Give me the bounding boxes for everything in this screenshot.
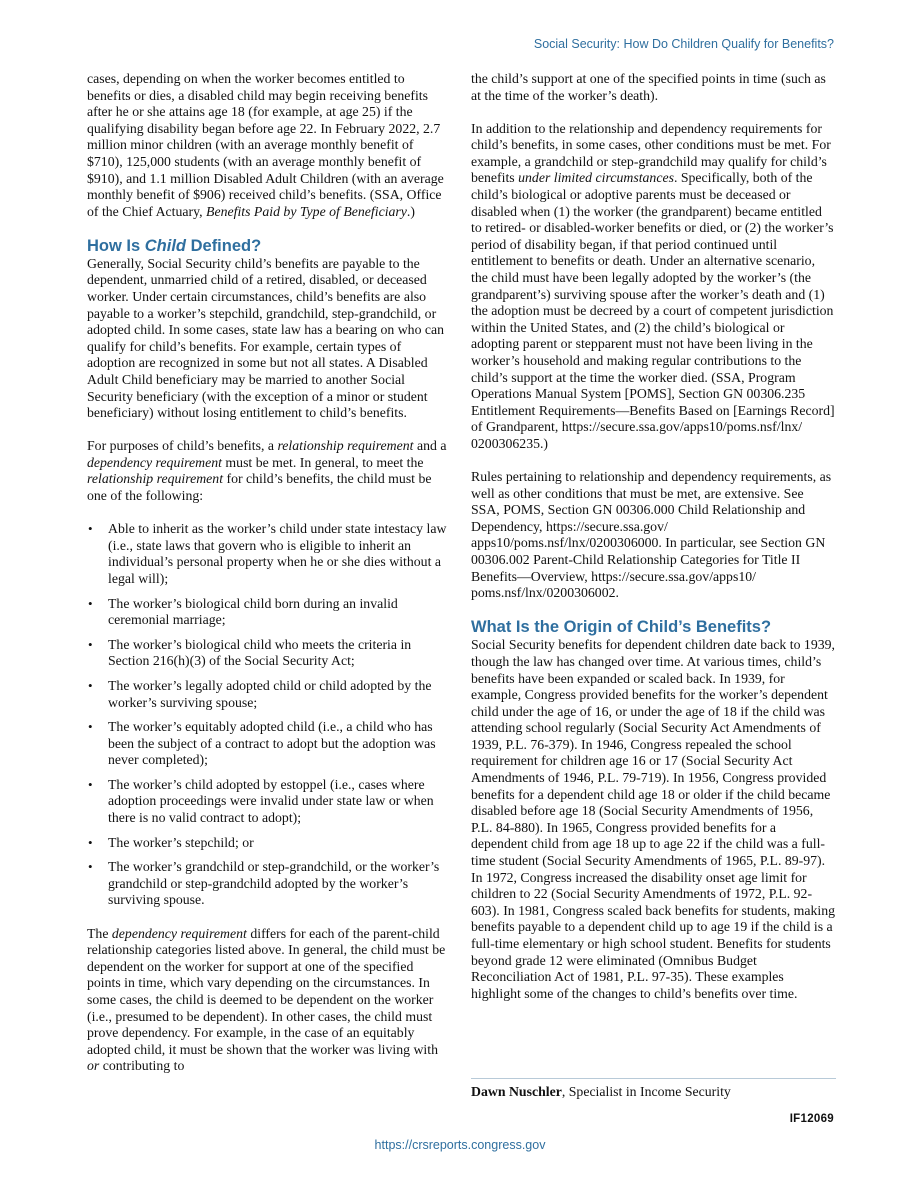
child-definition-paragraph: Generally, Social Security child’s benefits are payable to the dependent, unmarried child of a retired, disabled, or deceased worker. Under certain circumstances, child’s benefits are also payable to a worker’s stepchild, grandchild, step-grandchild, or adopted child. In some cases, state law has a bearing on who can qualify for child’s benefits. For example, certain types of adoption are recognized in some but not all states. A Disabled Adult Child beneficiary may be married to another Social Security beneficiary (with the exception of a minor or student beneficiary) without losing entitlement to child’s benefits. (87, 255, 445, 421)
origin-paragraph: Social Security benefits for dependent children date back to 1939, though the law has changed over time. At various times, child’s benefits have been expanded or scaled back. In 1939, for example, Congress provided benefits for the worker’s dependent child under the age of 16, or under the age of 18 if the child was attending school regularly (Social Security Act Amendments of 1939, P.L. 76-379). In 1946, Congress repealed the school requirement for children age 16 or 17 (Social Security Act Amendments of 1946, P.L. 79-719). In 1956, Congress provided benefits for a dependent child age 18 or older if the child became disabled before age 18 (Social Security Amendments of 1956, P.L. 84-880). In 1965, Congress provided benefits for a dependent child from age 18 up to age 22 if the child was a full-time student (Social Security Amendments of 1965, P.L. 89-97). In 1972, Congress increased the disability onset age limit for children to 22 (Social Security Amendments of 1972, P.L. 92-603). In 1981, Congress scaled back benefits for students, making benefits payable to a dependent child up to age 19 if the child is a full-time elementary or high school student. Benefits for students beyond grade 12 were eliminated (Omnibus Budget Reconciliation Act of 1981, P.L. 97-35). These examples highlight some of the changes to child’s benefits over time. (471, 637, 836, 1001)
author-title: , Specialist in Income Security (561, 1084, 731, 1099)
left-column (87, 71, 450, 1075)
bullet-icon: • (88, 636, 93, 652)
list-item: • The worker’s stepchild; or (88, 834, 254, 850)
list-item: • The worker’s biological child who meets the criteria in Section 216(h)(3) of the Social Security Act; (88, 636, 412, 669)
right-column (471, 71, 835, 1002)
grandchild-conditions-paragraph: In addition to the relationship and dependency requirements for child’s benefits, in some cases, other conditions must be met. For example, a grandchild or step-grandchild may qualify for child’s benefits under limited circumstances. Specifically, both of the child’s biological or adoptive parents must be deceased or disabled when (1) the worker (the grandparent) became entitled to retired- or disabled-worker benefits or died, or (2) the worker’s period of disability began, if that period continued until entitlement to benefits or death. Under an alternative scenario, the child must have been legally adopted by the worker’s (the grandparent’s) surviving spouse after the worker’s death and (1) the adoption must be decreed by a court of competent jurisdiction within the United States, and (2) the child’s biological or adopting parent or stepparent must not have been living in the worker’s household and making regular contributions to the child’s support at the time the worker died. (SSA, Program Operations Manual System [POMS], Section GN 00306.235 Entitlement Requirements—Benefits Based on [Earnings Record] of Grandparent, https://secure.ssa.gov/apps10/poms.nsf/lnx/ 0200306235.) (471, 120, 835, 451)
section-heading-child-defined: How Is Child Defined? (87, 236, 262, 255)
author-divider (471, 1078, 836, 1079)
author-name: Dawn Nuschler (471, 1084, 562, 1099)
list-item: • The worker’s equitably adopted child (i.e., a child who has been the subject of a contract to adopt but the adoption was never completed); (88, 719, 436, 768)
list-item: • The worker’s legally adopted child or child adopted by the worker’s surviving spouse; (88, 677, 432, 710)
rules-paragraph: Rules pertaining to relationship and dependency requirements, as well as other conditions that must be met, are extensive. See SSA, POMS, Section GN 00306.000 Child Relationship and Dependency, https://secure.ssa.gov/ apps10/poms.nsf/lnx/0200306000. In particular, see Section GN 00306.002 Parent-Child Relationship Categories for Title II Benefits—Overview, https://secure.ssa.gov/apps10/ poms.nsf/lnx/0200306002. (471, 469, 832, 601)
footer-link[interactable]: https://crsreports.congress.gov (374, 1138, 546, 1152)
document-id: IF12069 (789, 1113, 834, 1125)
bullet-icon: • (88, 521, 93, 537)
continued-paragraph: the child’s support at one of the specified points in time (such as at the time of the worker’s death). (471, 71, 826, 103)
bullet-icon: • (88, 776, 93, 792)
list-item: • The worker’s child adopted by estoppel (i.e., cases where adoption proceedings were invalid under state law or when there is no valid contract to adopt); (88, 776, 434, 826)
list-item: • The worker’s grandchild or step-grandchild, or the worker’s grandchild or step-grandchild adopted by the worker’s surviving spouse. (88, 859, 440, 908)
bullet-icon: • (88, 834, 93, 850)
bullet-icon: • (88, 719, 93, 735)
bullet-icon: • (88, 859, 93, 875)
relationship-requirement-list (87, 521, 450, 909)
requirements-paragraph: For purposes of child’s benefits, a relationship requirement and a dependency requirement must be met. In general, to meet the relationship requirement for child’s benefits, the child must be one of the following: (87, 438, 447, 504)
dependency-paragraph: The dependency requirement differs for each of the parent-child relationship categories listed above. In general, the child must be dependent on the worker for support at one of the specified points in time, which vary depending on the circumstances. In some cases, the child is deemed to be dependent on the worker (i.e., presumed to be dependent). In other cases, the child must prove dependency. For example, in the case of an equitably adopted child, it must be shown that the worker was living with or contributing to (87, 925, 446, 1074)
list-item: • The worker’s biological child born during an invalid ceremonial marriage; (88, 595, 398, 628)
author-line (471, 1084, 731, 1101)
list-item: • Able to inherit as the worker’s child under state intestacy law (i.e., state laws that govern who is eligible to inherit an individual’s personal property when he or she dies without a legal will); (88, 521, 447, 586)
bullet-icon: • (88, 595, 93, 611)
running-header-title: Social Security: How Do Children Qualify for Benefits? (533, 37, 834, 51)
section-heading-origin: What Is the Origin of Child’s Benefits? (471, 618, 772, 637)
bullet-icon: • (88, 677, 93, 693)
intro-paragraph: cases, depending on when the worker becomes entitled to benefits or dies, a disabled child may begin receiving benefits after he or she attains age 18 (for example, at age 25) if the qualifying disability began before age 22. In February 2022, 2.7 million minor children (with an average monthly benefit of $710), 125,000 students (with an average monthly benefit of $910), and 1.1 million Disabled Adult Children (with an average monthly benefit of $906) received child’s benefits. (SSA, Office of the Chief Actuary, Benefits Paid by Type of Beneficiary.) (87, 71, 444, 219)
